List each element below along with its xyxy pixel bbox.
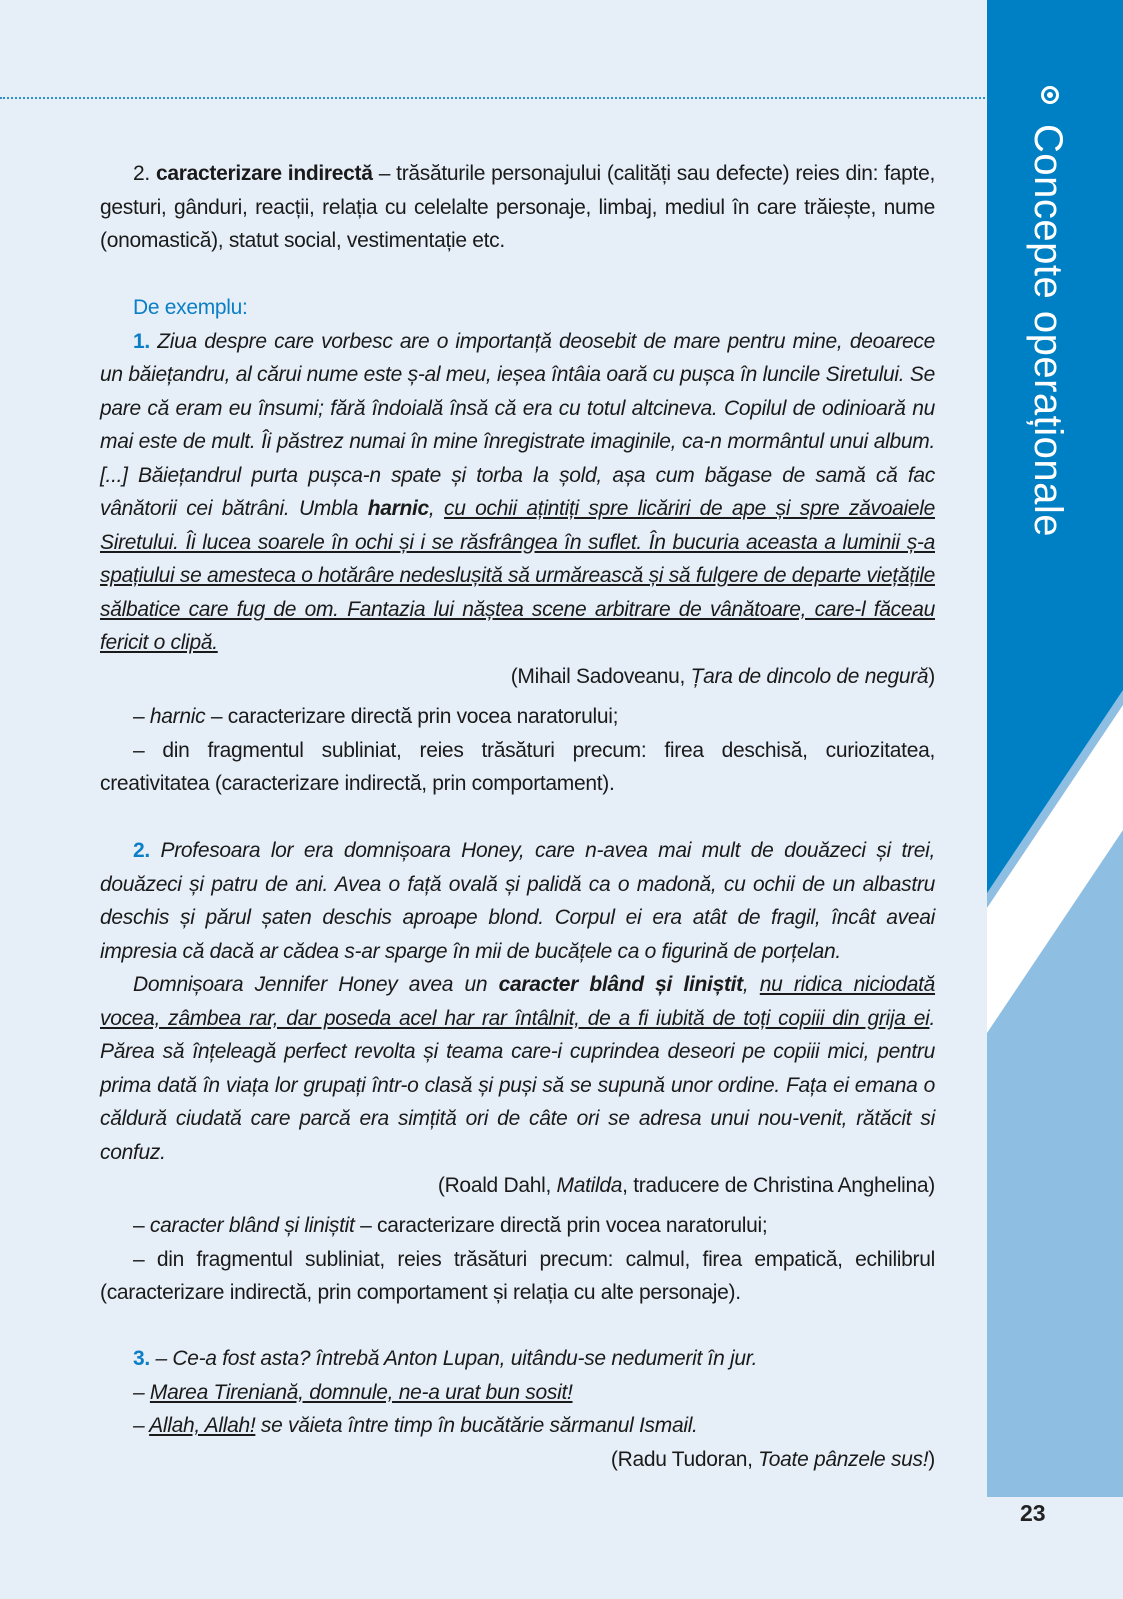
underlined-text: Marea Tireniană, domnule, ne-a urat bun sosit! — [149, 1380, 573, 1404]
example-2 — [100, 834, 935, 1203]
text: ) — [928, 664, 935, 688]
example-1 — [100, 291, 935, 693]
text: – — [133, 1214, 150, 1237]
example-number: 1. — [133, 329, 150, 353]
text: ) — [928, 1447, 935, 1471]
page-number: 23 — [1020, 1500, 1046, 1526]
text: Profesoara lor era domnișoara Honey, care n-avea mai mult de douăzeci și trei, douăzeci și patru de ani. Avea o față ovală și palidă ca o madonă, cu ochii de un albastru deschis și părul șaten deschis aproape blond. Corpul ei era atât de fragil, încât aveai impresia că dacă ar cădea s-ar sparge în mii de bucățele ca o figurină de porțelan. — [100, 839, 935, 963]
example-2-comments — [100, 1209, 935, 1310]
target-bullet-icon — [1041, 86, 1059, 104]
paragraph — [100, 734, 935, 801]
paragraph — [100, 1342, 935, 1376]
text: (Mihail Sadoveanu, — [510, 664, 691, 688]
citation — [100, 1169, 935, 1203]
bold-text: caracter blând și liniștit — [498, 973, 743, 996]
underlined-text: cu ochii ațintiți spre licăriri de ape și spre zăvoaiele Siretului. Îi lucea soarele în ochi și i se răsfrângea în suflet. În bucuria aceasta a luminii ș-a spațiului se amesteca o hotărâre nedeslușită să urmărească și să fulgere de departe viețățile sălbatice care fug de om. Fantazia lui năștea scene arbitrare de vânătoare, care-l făceau fericit o clipă. — [100, 497, 935, 654]
paragraph — [100, 1376, 935, 1410]
text: – — [133, 1380, 150, 1404]
text: (Radu Tudoran, — [610, 1447, 759, 1471]
citation — [100, 1443, 935, 1477]
text: caracter blând și liniștit — [149, 1214, 355, 1237]
text: (Roald Dahl, — [437, 1174, 557, 1197]
text: – caracterizare directă prin vocea naratorului; — [354, 1214, 768, 1237]
example-number: 3. — [133, 1347, 150, 1370]
text: – caracterizare directă prin vocea naratorului; — [205, 705, 619, 728]
paragraph — [100, 1243, 935, 1310]
paragraph — [100, 291, 935, 325]
paragraph — [100, 700, 935, 734]
example-1-comments — [100, 700, 935, 801]
text: – — [133, 1414, 150, 1437]
text: Ziua despre care vorbesc are o importanță deosebit de mare pentru mine, deoarece un băiețandru, al cărui nume este ș-al meu, ieșea întâia oară cu pușca în luncile Siretului. Se pare că eram eu însumi; fără îndoială însă că era cu totul altcineva. Copilul de odinioară nu mai este de mult. Îi păstrez numai în mine înregistrate imaginile, ca-n mormântul unui album. [...] Băiețandrul purta pușca-n spate și torba la șold, așa cum băgase de samă că fac vânătorii cei bătrâni. Umbla — [100, 329, 935, 520]
text: , — [742, 973, 760, 996]
paragraph — [100, 1209, 935, 1243]
text: – Ce-a fost asta? întrebă Anton Lupan, uitându-se nedumerit în jur. — [149, 1347, 758, 1370]
paragraph — [100, 834, 935, 968]
bold-text: caracterizare indirectă — [156, 162, 373, 185]
text: De exemplu: — [133, 296, 248, 319]
text: , traducere de Christina Anghelina) — [622, 1174, 935, 1197]
text: 2. — [133, 162, 156, 185]
text: – din fragmentul subliniat, reies trăsături precum: firea deschisă, curiozitatea, creativitatea (caracterizare indirectă, prin comportament). — [100, 738, 935, 795]
paragraph — [100, 157, 935, 258]
text: . Părea să înțeleagă perfect revolta și teama care-i cuprindea deseori pe copiii mici, pentru prima dată în viața lor grupați într-o clasă și puși să se supună unor ordine. Fața ei emana o căldură ciudată care parcă era simțită ori de câte ori se adresa unui nou-venit, rătăcit si confuz. — [100, 1006, 935, 1164]
text: , — [428, 497, 445, 520]
bold-text: harnic — [367, 497, 429, 520]
text: Toate pânzele sus! — [758, 1447, 929, 1471]
text: harnic — [149, 705, 206, 728]
underlined-text: nu ridica niciodată vocea, zâmbea rar, dar poseda acel har rar întâlnit, de a fi iubită de toți copiii din grija ei — [100, 973, 936, 1030]
text: – din fragmentul subliniat, reies trăsături precum: calmul, firea empatică, echilibrul (caracterizare indirectă, prin comportament și relația cu alte personaje). — [100, 1247, 935, 1304]
definition-indirect — [100, 157, 935, 258]
citation — [100, 660, 935, 694]
text: – trăsăturile personajului (calități sau defecte) reies din: fapte, gesturi, gânduri, reacții, relația cu celelalte personaje, limbaj, mediul în care trăiește, nume (onomastică), statut social, vestimentație etc. — [100, 162, 935, 252]
text: Domnișoara Jennifer Honey avea un — [133, 973, 499, 996]
underlined-text: Allah, Allah! — [149, 1414, 256, 1437]
dotted-rule — [0, 97, 1040, 99]
paragraph — [100, 968, 935, 1169]
chapter-title: Concepte operaționale — [1026, 124, 1070, 538]
text: Matilda — [556, 1174, 623, 1197]
example-3 — [100, 1342, 935, 1476]
text: Țara de dincolo de negură — [690, 664, 929, 688]
text: – — [133, 705, 150, 728]
paragraph — [100, 325, 935, 660]
example-number: 2. — [133, 839, 150, 862]
paragraph — [100, 1409, 935, 1443]
text: se văieta între timp în bucătărie sărmanul Ismail. — [255, 1414, 698, 1437]
